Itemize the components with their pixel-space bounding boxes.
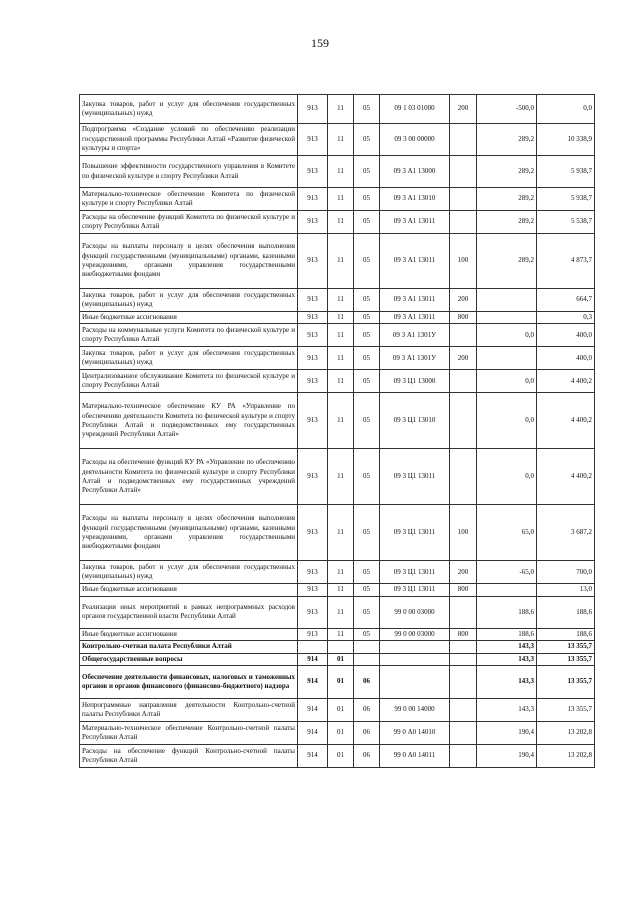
subsection-code: 06 (354, 666, 380, 699)
total-amount: 400,0 (537, 347, 595, 370)
expense-type-code: 200 (450, 347, 477, 370)
ministry-code: 913 (298, 449, 328, 505)
total-amount: 188,6 (537, 628, 595, 640)
item-name: Закупка товаров, работ и услуг для обеспечения государственных (муниципальных) нужд (80, 561, 298, 584)
subsection-code: 06 (354, 699, 380, 722)
total-amount: 13 355,7 (537, 699, 595, 722)
total-amount: 13 355,7 (537, 666, 595, 699)
section-code: 11 (328, 124, 354, 156)
item-name: Расходы на коммунальные услуги Комитета по физической культуре и спорту Республики Алтай (80, 324, 298, 347)
ministry-code: 913 (298, 95, 328, 124)
ministry-code (298, 641, 328, 653)
ministry-code: 914 (298, 666, 328, 699)
change-amount: 289,2 (477, 156, 537, 188)
item-name: Закупка товаров, работ и услуг для обеспечения государственных (муниципальных) нужд (80, 95, 298, 124)
change-amount: 0,0 (477, 449, 537, 505)
total-amount: 5 938,7 (537, 156, 595, 188)
ministry-code: 913 (298, 596, 328, 628)
section-code: 11 (328, 370, 354, 393)
item-name: Расходы на выплаты персоналу в целях обеспечения выполнения функций государственными (муниципальными) органами, казенными учреждениями, органами управления государственными внебюджетными фондами (80, 234, 298, 289)
table-row (80, 289, 595, 312)
target-article-code: 09 3 А1 13011 (380, 289, 450, 312)
change-amount: 65,0 (477, 505, 537, 561)
subsection-code: 05 (354, 393, 380, 449)
ministry-code: 913 (298, 393, 328, 449)
change-amount (477, 289, 537, 312)
target-article-code: 09 3 А1 13011 (380, 234, 450, 289)
target-article-code (380, 666, 450, 699)
ministry-code: 914 (298, 699, 328, 722)
target-article-code: 99 0 00 03000 (380, 596, 450, 628)
ministry-code: 913 (298, 628, 328, 640)
item-name: Иные бюджетные ассигнования (80, 628, 298, 640)
item-name: Материально-техническое обеспечение Комитета по физической культуре и спорту Республики Алтай (80, 188, 298, 211)
table-row (80, 124, 595, 156)
item-name: Непрограммные направления деятельности Контрольно-счетной палаты Республики Алтай (80, 699, 298, 722)
section-code: 11 (328, 347, 354, 370)
expense-type-code (450, 188, 477, 211)
ministry-code: 913 (298, 312, 328, 324)
table-row (80, 561, 595, 584)
subsection-code: 06 (354, 722, 380, 745)
item-name: Материально-техническое обеспечение КУ РА «Управление по обеспечению деятельности Комитета по физической культуре и спорту Республики Алтай и подведомственных ему государственных учреждений Республики Алтай» (80, 393, 298, 449)
target-article-code: 99 0 А0 14010 (380, 722, 450, 745)
item-name: Закупка товаров, работ и услуг для обеспечения государственных (муниципальных) нужд (80, 289, 298, 312)
subsection-code: 05 (354, 370, 380, 393)
section-code: 11 (328, 211, 354, 234)
total-amount: 4 400,2 (537, 370, 595, 393)
ministry-code: 914 (298, 745, 328, 768)
change-amount (477, 347, 537, 370)
section-code (328, 641, 354, 653)
total-amount: 13 202,8 (537, 722, 595, 745)
section-code: 11 (328, 561, 354, 584)
table-row (80, 324, 595, 347)
target-article-code: 09 3 А1 1301У (380, 347, 450, 370)
section-code: 01 (328, 699, 354, 722)
section-code: 01 (328, 666, 354, 699)
change-amount: 0,0 (477, 324, 537, 347)
expense-type-code (450, 641, 477, 653)
total-amount: 13 355,7 (537, 641, 595, 653)
expense-type-code: 200 (450, 561, 477, 584)
subsection-code: 05 (354, 561, 380, 584)
expense-type-code (450, 745, 477, 768)
subsection-code: 05 (354, 211, 380, 234)
subsection-code: 05 (354, 234, 380, 289)
section-code: 11 (328, 234, 354, 289)
expense-type-code (450, 156, 477, 188)
table-row (80, 628, 595, 640)
section-code: 01 (328, 722, 354, 745)
change-amount: 143,3 (477, 666, 537, 699)
change-amount: 188,6 (477, 596, 537, 628)
subsection-code: 05 (354, 124, 380, 156)
change-amount: 0,0 (477, 370, 537, 393)
expense-type-code (450, 653, 477, 665)
item-name: Закупка товаров, работ и услуг для обеспечения государственных (муниципальных) нужд (80, 347, 298, 370)
target-article-code: 99 0 А0 14011 (380, 745, 450, 768)
subsection-code: 05 (354, 596, 380, 628)
expense-type-code: 800 (450, 584, 477, 596)
expense-type-code (450, 124, 477, 156)
total-amount: 700,0 (537, 561, 595, 584)
subsection-code (354, 653, 380, 665)
ministry-code: 913 (298, 505, 328, 561)
expense-type-code: 100 (450, 505, 477, 561)
total-amount: 10 338,9 (537, 124, 595, 156)
target-article-code: 09 1 03 01000 (380, 95, 450, 124)
item-name: Материально-техническое обеспечение Контрольно-счетной палаты Республики Алтай (80, 722, 298, 745)
target-article-code: 09 3 Ц1 13011 (380, 584, 450, 596)
subsection-code: 05 (354, 324, 380, 347)
table-row (80, 234, 595, 289)
item-name: Реализация иных мероприятий в рамках непрограммных расходов органов государственной власти Республики Алтай (80, 596, 298, 628)
target-article-code: 99 0 00 14000 (380, 699, 450, 722)
item-name: Иные бюджетные ассигнования (80, 312, 298, 324)
table-row (80, 722, 595, 745)
item-name: Подпрограмма «Создание условий по обеспечению реализации государственной программы Республики Алтай «Развитие физической культуры и спорта» (80, 124, 298, 156)
subsection-code: 05 (354, 449, 380, 505)
subsection-code: 05 (354, 347, 380, 370)
total-amount: 5 938,7 (537, 188, 595, 211)
change-amount: 289,2 (477, 124, 537, 156)
section-code: 01 (328, 745, 354, 768)
ministry-code: 913 (298, 370, 328, 393)
total-amount: 0,0 (537, 95, 595, 124)
expense-type-code (450, 722, 477, 745)
section-code: 11 (328, 596, 354, 628)
total-amount: 4 873,7 (537, 234, 595, 289)
target-article-code: 09 3 Ц1 13011 (380, 449, 450, 505)
item-name: Иные бюджетные ассигнования (80, 584, 298, 596)
target-article-code: 09 3 Ц1 13010 (380, 393, 450, 449)
expense-type-code: 800 (450, 312, 477, 324)
target-article-code: 09 3 00 00000 (380, 124, 450, 156)
ministry-code: 913 (298, 156, 328, 188)
ministry-code: 913 (298, 211, 328, 234)
item-name: Контрольно-счетная палата Республики Алтай (80, 641, 298, 653)
target-article-code: 09 3 А1 13000 (380, 156, 450, 188)
section-code: 11 (328, 312, 354, 324)
change-amount: -500,0 (477, 95, 537, 124)
total-amount: 13 202,8 (537, 745, 595, 768)
item-name: Общегосударственные вопросы (80, 653, 298, 665)
change-amount: 188,6 (477, 628, 537, 640)
target-article-code (380, 641, 450, 653)
target-article-code (380, 653, 450, 665)
section-code: 11 (328, 289, 354, 312)
table-row (80, 188, 595, 211)
expense-type-code (450, 393, 477, 449)
expense-type-code: 200 (450, 289, 477, 312)
item-name: Расходы на обеспечение функций Контрольно-счетной палаты Республики Алтай (80, 745, 298, 768)
expense-type-code (450, 370, 477, 393)
expense-type-code (450, 666, 477, 699)
expense-type-code: 800 (450, 628, 477, 640)
subsection-code (354, 641, 380, 653)
table-row (80, 505, 595, 561)
expense-type-code (450, 699, 477, 722)
ministry-code: 913 (298, 347, 328, 370)
target-article-code: 09 3 Ц1 13011 (380, 505, 450, 561)
ministry-code: 914 (298, 653, 328, 665)
expense-type-code: 200 (450, 95, 477, 124)
total-amount: 13,0 (537, 584, 595, 596)
ministry-code: 913 (298, 561, 328, 584)
item-name: Обеспечение деятельности финансовых, налоговых и таможенных органов и органов финансового (финансово-бюджетного) надзора (80, 666, 298, 699)
section-code: 11 (328, 95, 354, 124)
section-code: 11 (328, 393, 354, 449)
expense-type-code (450, 324, 477, 347)
table-row (80, 584, 595, 596)
change-amount: 289,2 (477, 188, 537, 211)
change-amount: 0,0 (477, 393, 537, 449)
total-amount: 188,6 (537, 596, 595, 628)
section-code: 11 (328, 505, 354, 561)
subsection-code: 06 (354, 745, 380, 768)
page-number: 159 (311, 36, 329, 50)
total-amount: 0,3 (537, 312, 595, 324)
table-row (80, 211, 595, 234)
table-row (80, 699, 595, 722)
expense-type-code (450, 596, 477, 628)
subsection-code: 05 (354, 95, 380, 124)
subsection-code: 05 (354, 312, 380, 324)
table-row (80, 745, 595, 768)
total-amount: 3 687,2 (537, 505, 595, 561)
table-row (80, 596, 595, 628)
item-name: Расходы на обеспечение функций Комитета по физической культуре и спорту Республики Алтай (80, 211, 298, 234)
target-article-code: 09 3 А1 13011 (380, 312, 450, 324)
target-article-code: 09 3 Ц1 13011 (380, 561, 450, 584)
item-name: Централизованное обслуживание Комитета по физической культуре и спорту Республики Алтай (80, 370, 298, 393)
ministry-code: 913 (298, 289, 328, 312)
change-amount (477, 312, 537, 324)
table-row (80, 653, 595, 665)
subsection-code: 05 (354, 289, 380, 312)
total-amount: 5 538,7 (537, 211, 595, 234)
ministry-code: 913 (298, 584, 328, 596)
section-code: 11 (328, 156, 354, 188)
total-amount: 400,0 (537, 324, 595, 347)
change-amount: 143,3 (477, 699, 537, 722)
section-code: 11 (328, 188, 354, 211)
change-amount: 143,3 (477, 641, 537, 653)
subsection-code: 05 (354, 188, 380, 211)
table-row (80, 370, 595, 393)
expense-type-code (450, 211, 477, 234)
table-row (80, 393, 595, 449)
subsection-code: 05 (354, 628, 380, 640)
total-amount: 4 400,2 (537, 393, 595, 449)
ministry-code: 913 (298, 188, 328, 211)
section-code: 11 (328, 584, 354, 596)
table-row (80, 95, 595, 124)
change-amount: 190,4 (477, 722, 537, 745)
expense-type-code: 100 (450, 234, 477, 289)
target-article-code: 99 0 00 03000 (380, 628, 450, 640)
section-code: 11 (328, 449, 354, 505)
change-amount: 143,3 (477, 653, 537, 665)
target-article-code: 09 3 А1 1301У (380, 324, 450, 347)
item-name: Расходы на обеспечение функций КУ РА «Управление по обеспечению деятельности Комитета по физической культуре и спорту Республики Алтай и подведомственных ему государственных учреждений Республики Алтай» (80, 449, 298, 505)
section-code: 11 (328, 628, 354, 640)
ministry-code: 914 (298, 722, 328, 745)
expense-type-code (450, 449, 477, 505)
table-row (80, 347, 595, 370)
change-amount: 289,2 (477, 234, 537, 289)
target-article-code: 09 3 А1 13010 (380, 188, 450, 211)
change-amount: 289,2 (477, 211, 537, 234)
change-amount: -65,0 (477, 561, 537, 584)
section-code: 11 (328, 324, 354, 347)
table-row (80, 449, 595, 505)
table-row (80, 666, 595, 699)
ministry-code: 913 (298, 324, 328, 347)
change-amount (477, 584, 537, 596)
table-row (80, 156, 595, 188)
change-amount: 190,4 (477, 745, 537, 768)
item-name: Расходы на выплаты персоналу в целях обеспечения выполнения функций государственными (муниципальными) органами, казенными учреждениями, органами управления государственными внебюджетными фондами (80, 505, 298, 561)
subsection-code: 05 (354, 584, 380, 596)
section-code: 01 (328, 653, 354, 665)
table-row (80, 641, 595, 653)
target-article-code: 09 3 Ц1 13000 (380, 370, 450, 393)
total-amount: 664,7 (537, 289, 595, 312)
target-article-code: 09 3 А1 13011 (380, 211, 450, 234)
total-amount: 4 400,2 (537, 449, 595, 505)
ministry-code: 913 (298, 234, 328, 289)
subsection-code: 05 (354, 156, 380, 188)
total-amount: 13 355,7 (537, 653, 595, 665)
subsection-code: 05 (354, 505, 380, 561)
ministry-code: 913 (298, 124, 328, 156)
table-row (80, 312, 595, 324)
budget-table (79, 94, 595, 768)
item-name: Повышение эффективности государственного управления в Комитете по физической культуре и спорту Республики Алтай (80, 156, 298, 188)
